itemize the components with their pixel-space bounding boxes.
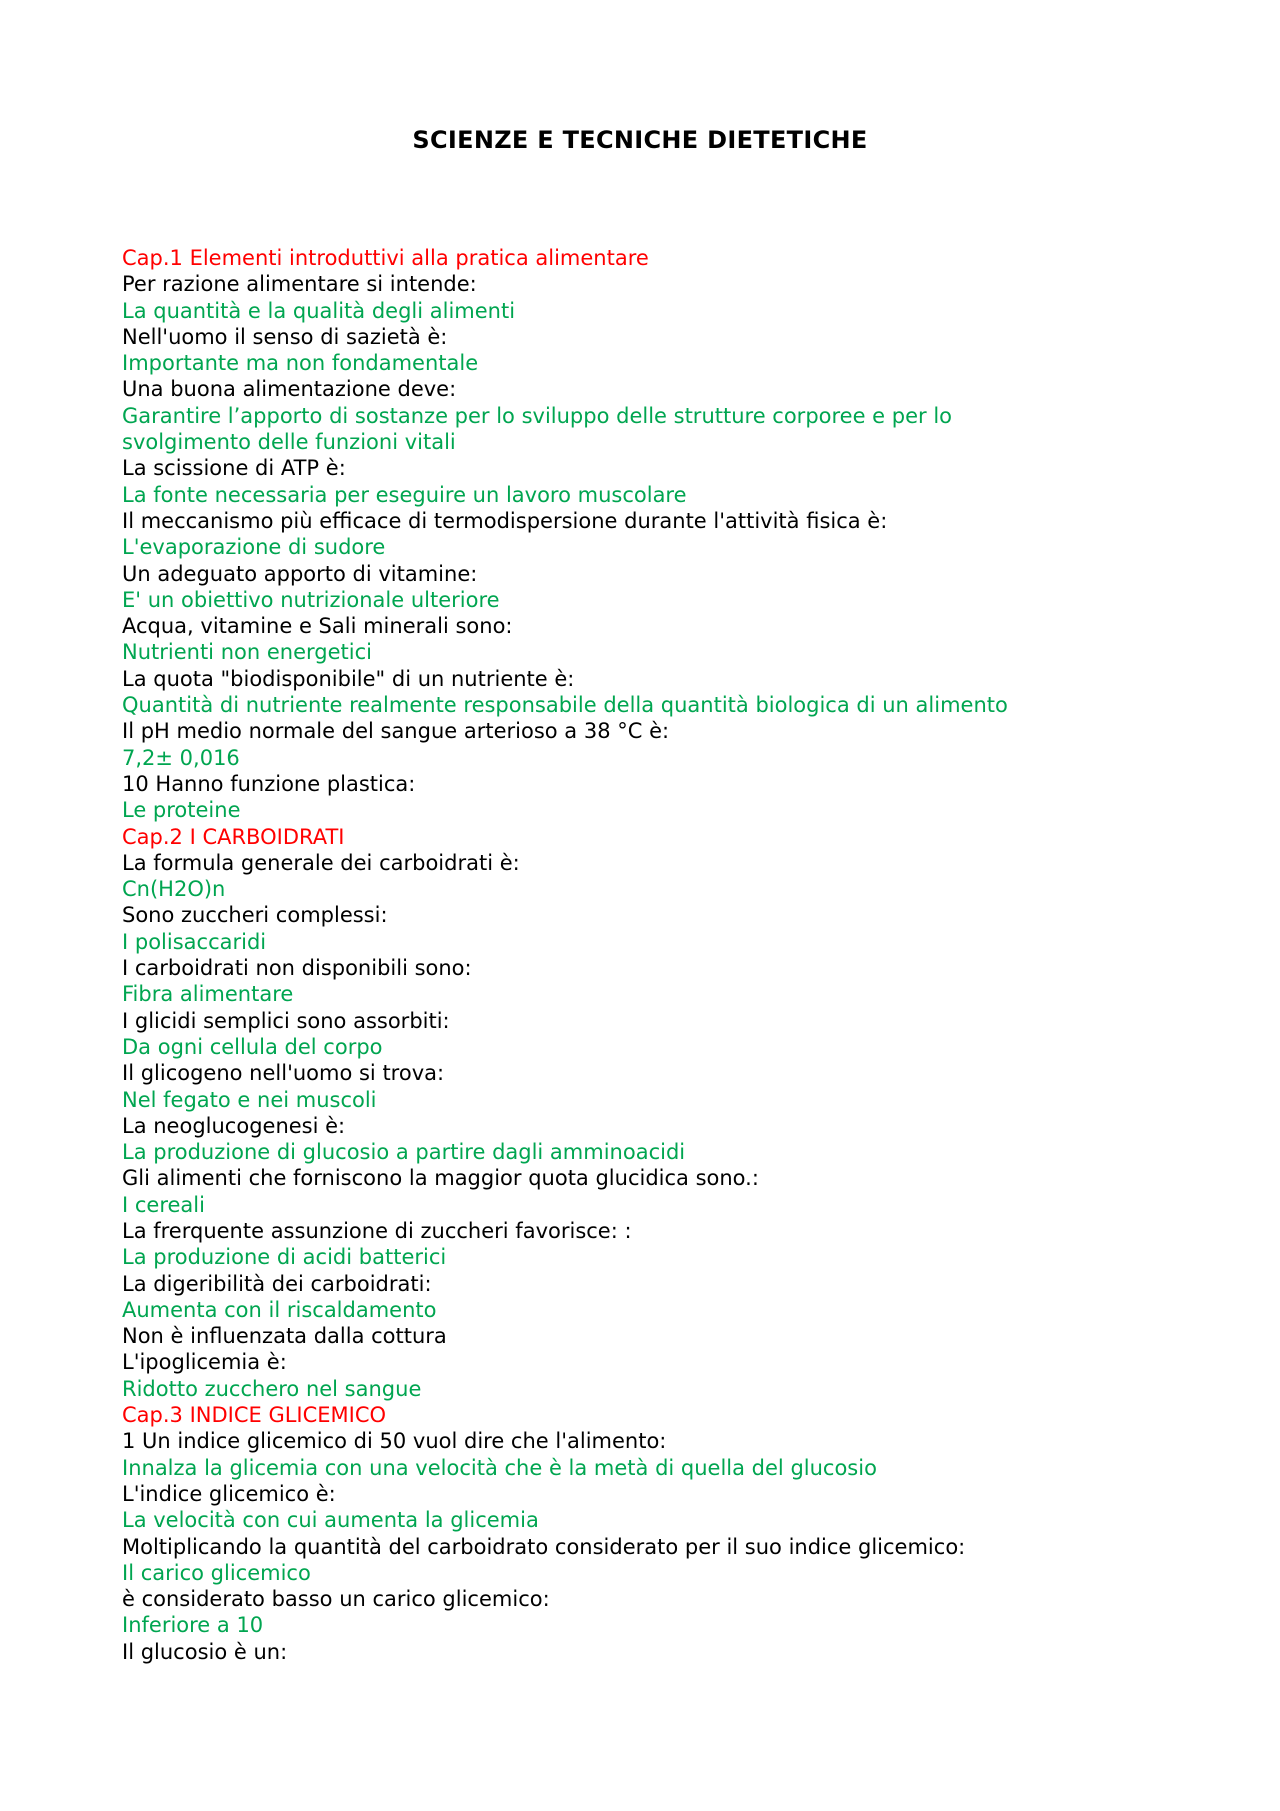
chapter-heading: Cap.3 INDICE GLICEMICO [122,1403,387,1428]
question-line: La neoglucogenesi è: [122,1113,346,1138]
question-line: I carboidrati non disponibili sono: [122,956,472,981]
chapter-heading: Cap.1 Elementi introduttivi alla pratica alimentare [122,246,649,270]
answer-line: I cereali [122,1192,205,1217]
question-line: Il glucosio è un: [122,1639,288,1664]
answer-line: Nel fegato e nei muscoli [122,1087,377,1112]
answer-line: Importante ma non fondamentale [122,351,479,376]
answer-line: E' un obiettivo nutrizionale ulteriore [122,587,500,612]
question-line: La formula generale dei carboidrati è: [122,850,520,875]
answer-line: Fibra alimentare [122,982,294,1007]
answer-line: La fonte necessaria per eseguire un lavoro muscolare [122,482,687,507]
answer-line: Garantire l’apporto di sostanze per lo sviluppo delle strutture corporee e per lo [122,403,953,428]
question-line: La digeribilità dei carboidrati: [122,1271,432,1296]
answer-line: Cn(H2O)n [122,877,226,902]
answer-line: Da ogni cellula del corpo [122,1034,383,1059]
chapter-heading: Cap.2 I CARBOIDRATI [122,824,345,849]
question-line: Il pH medio normale del sangue arterioso a 38 °C è: [122,719,670,744]
answer-line: 7,2± 0,016 [122,745,240,770]
question-line: è considerato basso un carico glicemico: [122,1587,550,1612]
question-line: I glicidi semplici sono assorbiti: [122,1008,450,1033]
question-line: Un adeguato apporto di vitamine: [122,561,478,586]
answer-line: Quantità di nutriente realmente responsabile della quantità biologica di un alimento [122,693,1008,718]
answer-line: Aumenta con il riscaldamento [122,1297,437,1322]
answer-line: svolgimento delle funzioni vitali [122,430,456,455]
answer-line: La velocità con cui aumenta la glicemia [122,1508,539,1533]
question-line: Non è influenzata dalla cottura [122,1324,447,1349]
question-line: Il glicogeno nell'uomo si trova: [122,1061,445,1086]
question-line: Moltiplicando la quantità del carboidrato considerato per il suo indice glicemico: [122,1534,966,1559]
answer-line: I polisaccaridi [122,929,267,954]
question-line: La quota "biodisponibile" di un nutriente è: [122,666,575,691]
answer-line: Le proteine [122,798,241,823]
question-line: La scissione di ATP è: [122,456,346,481]
answer-line: La produzione di glucosio a partire dagli amminoacidi [122,1140,686,1165]
answer-line: Nutrienti non energetici [122,640,372,665]
answer-line: L'evaporazione di sudore [122,535,386,560]
answer-line: La produzione di acidi batterici [122,1245,447,1270]
answer-line: Inferiore a 10 [122,1613,264,1638]
question-line: Sono zuccheri complessi: [122,903,388,928]
question-line: L'ipoglicemia è: [122,1350,287,1375]
answer-line: La quantità e la qualità degli alimenti [122,298,516,323]
question-line: 1 Un indice glicemico di 50 vuol dire che l'alimento: [122,1429,667,1454]
answer-line: Il carico glicemico [122,1560,311,1585]
answer-line: Innalza la glicemia con una velocità che è la metà di quella del glucosio [122,1455,877,1480]
question-line: L'indice glicemico è: [122,1481,336,1506]
question-line: Il meccanismo più efficace di termodispersione durante l'attività fisica è: [122,508,888,533]
question-line: 10 Hanno funzione plastica: [122,771,416,796]
answer-line: Ridotto zucchero nel sangue [122,1376,422,1401]
question-line: Una buona alimentazione deve: [122,377,457,402]
question-line: Gli alimenti che forniscono la maggior quota glucidica sono.: [122,1166,759,1191]
document-title: SCIENZE E TECNICHE DIETETICHE [412,126,868,154]
question-line: Acqua, vitamine e Sali minerali sono: [122,614,513,639]
question-line: Per razione alimentare si intende: [122,272,477,297]
document-body [122,245,1162,1665]
question-line: La frerquente assunzione di zuccheri favorisce: : [122,1218,632,1243]
question-line: Nell'uomo il senso di sazietà è: [122,324,448,349]
